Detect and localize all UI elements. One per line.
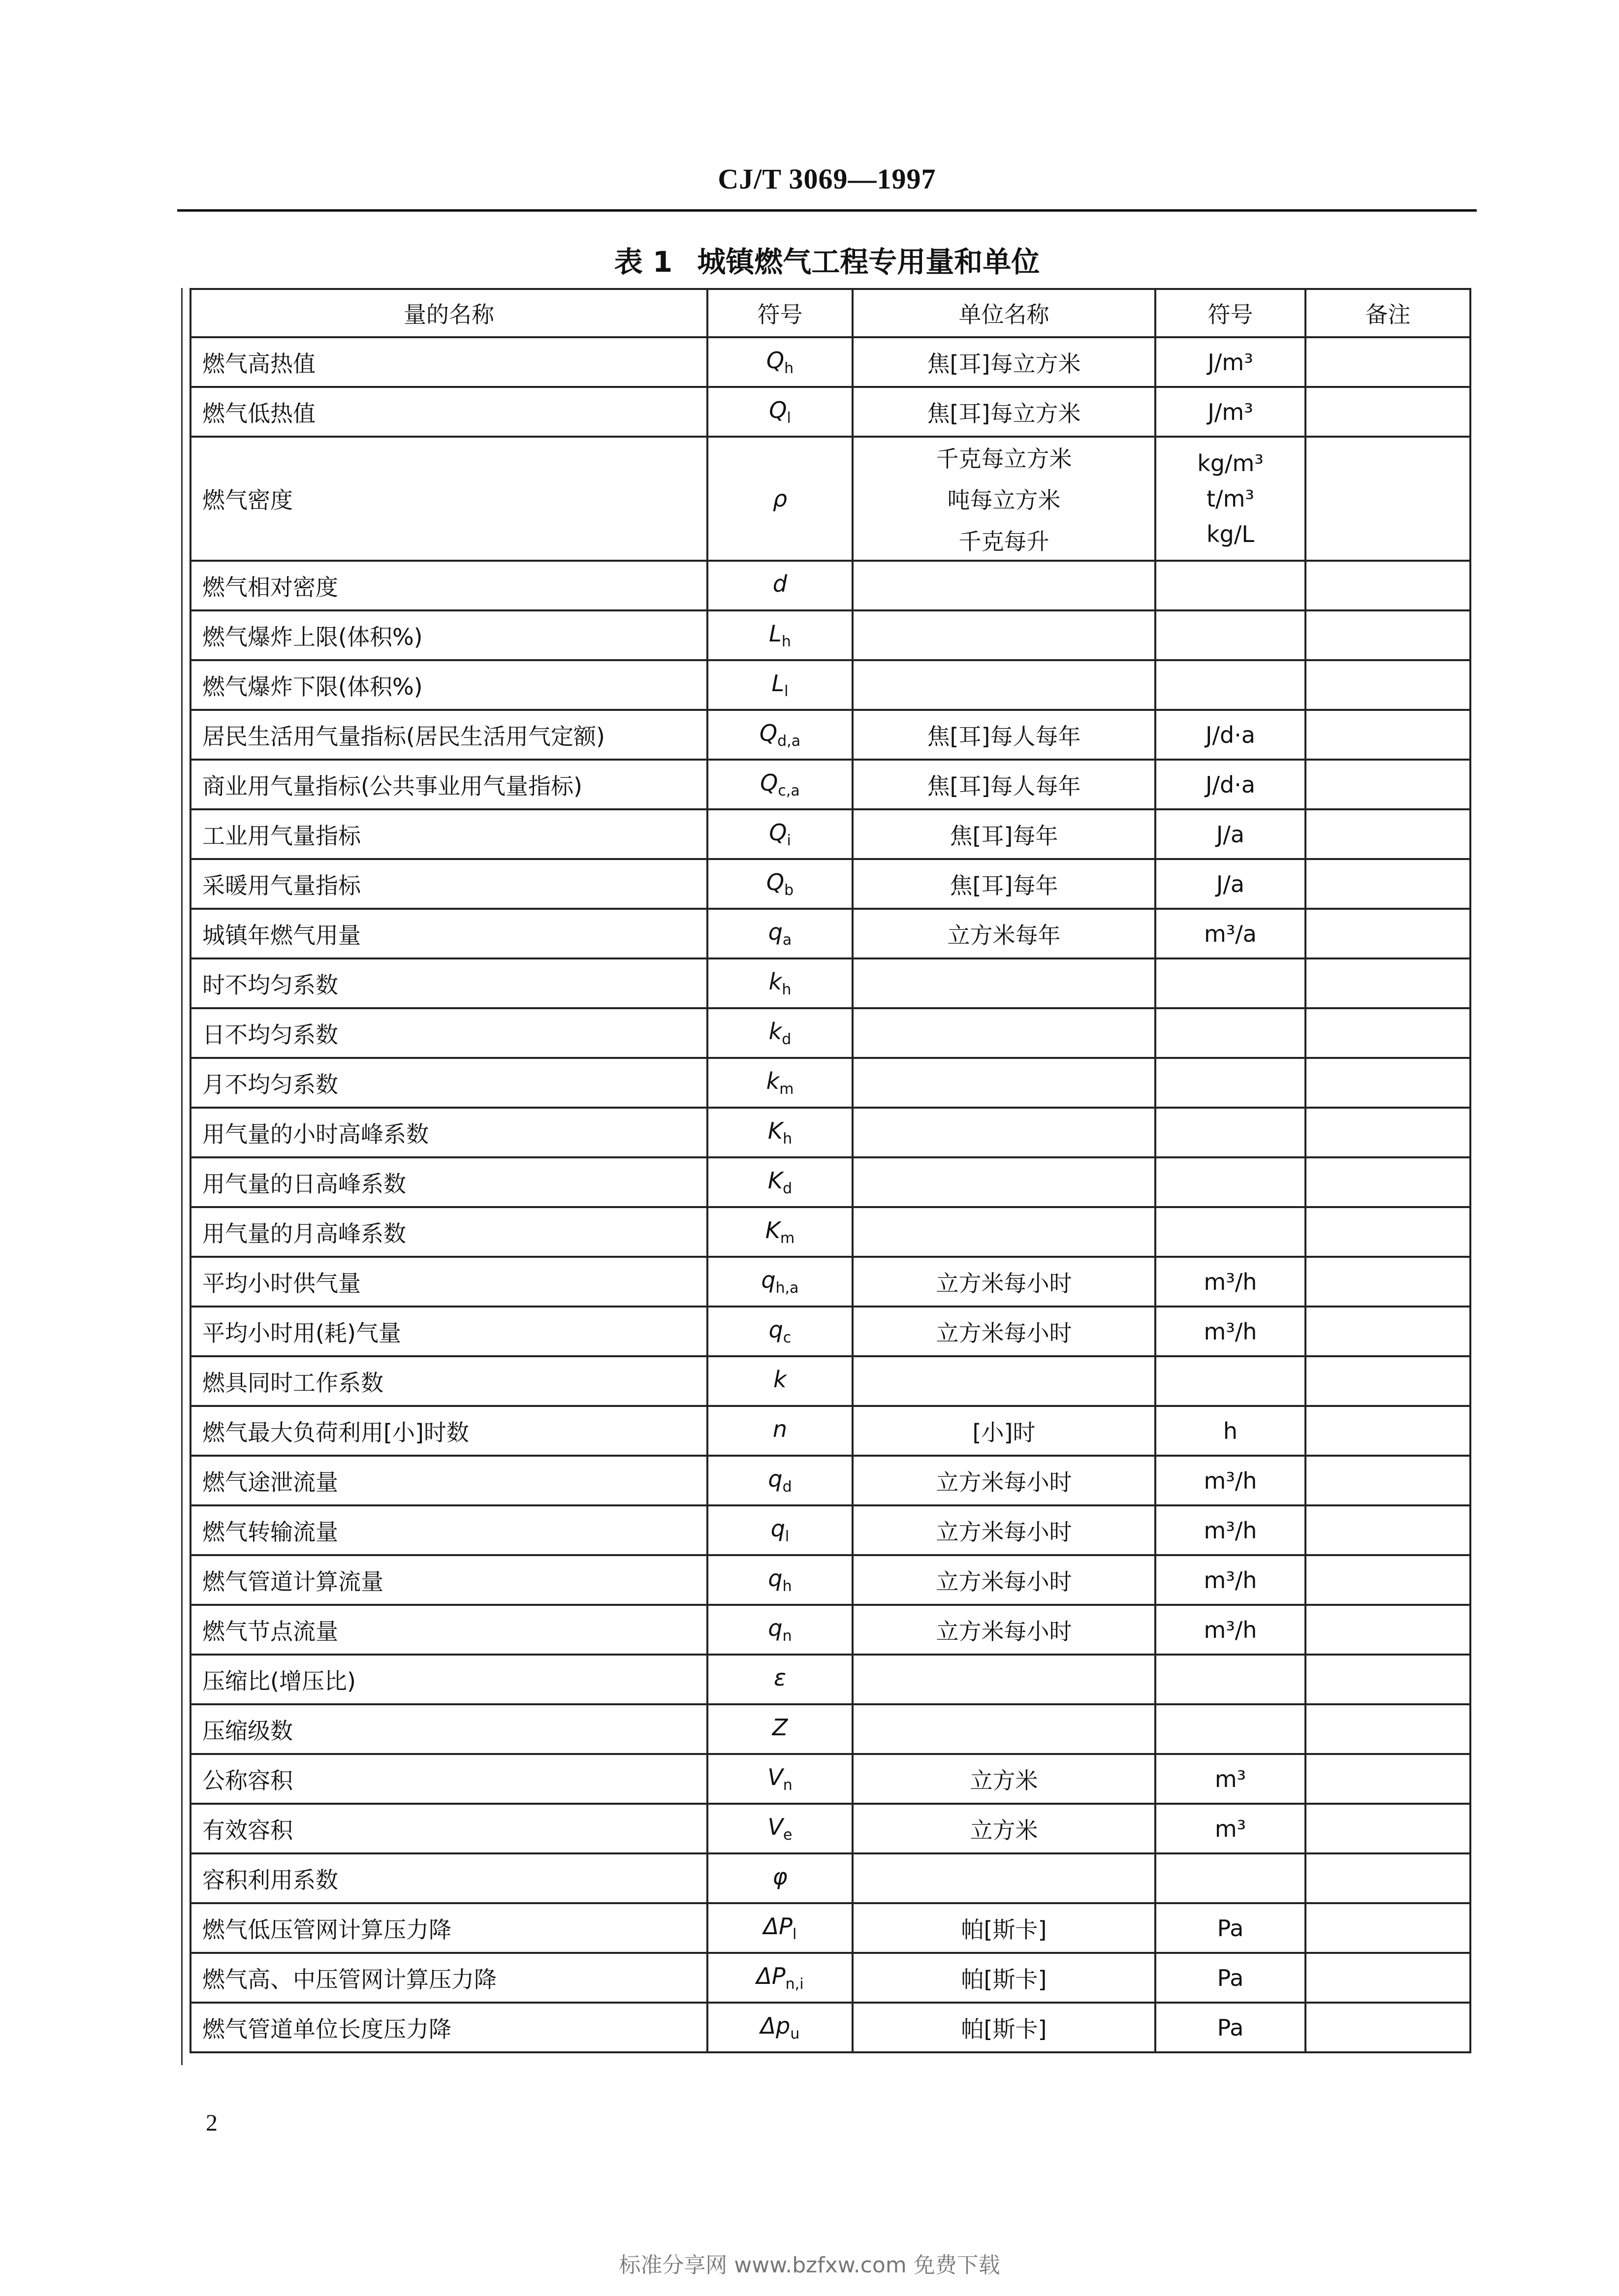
quantity-symbol: $\Delta P_l$ xyxy=(707,1903,853,1953)
left-margin-rule xyxy=(181,288,183,2065)
unit-name: 立方米每小时 xyxy=(853,1307,1155,1356)
table-row xyxy=(190,660,1470,710)
quantity-name: 平均小时供气量 xyxy=(190,1257,707,1307)
col-header-note: 备注 xyxy=(1305,289,1470,337)
quantity-symbol: Z xyxy=(707,1704,853,1754)
quantity-symbol: $q_a$ xyxy=(707,909,853,958)
note xyxy=(1305,1903,1470,1953)
note xyxy=(1305,1307,1470,1356)
unit-symbol xyxy=(1155,1058,1305,1108)
quantity-symbol: $Q_{c,a}$ xyxy=(707,760,853,809)
table-row xyxy=(190,1456,1470,1505)
quantity-name: 燃气节点流量 xyxy=(190,1605,707,1655)
table-row xyxy=(190,760,1470,809)
unit-symbol xyxy=(1155,1207,1305,1257)
quantity-name: 工业用气量指标 xyxy=(190,809,707,859)
note xyxy=(1305,1704,1470,1754)
table-number: 表 1 xyxy=(614,245,673,279)
unit-name: 立方米每小时 xyxy=(853,1555,1155,1605)
quantities-table xyxy=(190,288,1471,2053)
note xyxy=(1305,1207,1470,1257)
note xyxy=(1305,1008,1470,1058)
table-row xyxy=(190,1754,1470,1804)
unit-name xyxy=(853,1853,1155,1903)
note xyxy=(1305,760,1470,809)
quantity-name: 燃气高、中压管网计算压力降 xyxy=(190,1953,707,2003)
table-row xyxy=(190,859,1470,909)
table-row xyxy=(190,1257,1470,1307)
note xyxy=(1305,710,1470,760)
quantity-symbol: $L_h$ xyxy=(707,610,853,660)
table-row xyxy=(190,1406,1470,1456)
unit-name xyxy=(853,1058,1155,1108)
unit-symbol: m³/h xyxy=(1155,1605,1305,1655)
unit-symbol: m³/h xyxy=(1155,1505,1305,1555)
quantity-name: 用气量的小时高峰系数 xyxy=(190,1108,707,1157)
quantity-name: 城镇年燃气用量 xyxy=(190,909,707,958)
unit-name: 立方米 xyxy=(853,1804,1155,1853)
quantity-symbol: d xyxy=(707,561,853,610)
quantity-name: 有效容积 xyxy=(190,1804,707,1853)
table-row xyxy=(190,337,1470,387)
note xyxy=(1305,1655,1470,1704)
quantity-name: 燃具同时工作系数 xyxy=(190,1356,707,1406)
quantity-name: 容积利用系数 xyxy=(190,1853,707,1903)
quantity-name: 燃气转输流量 xyxy=(190,1505,707,1555)
table-row-density xyxy=(190,437,1470,561)
table-caption xyxy=(177,239,1477,280)
quantity-symbol: $Q_l$ xyxy=(707,387,853,437)
quantity-symbol: $K_d$ xyxy=(707,1157,853,1207)
note xyxy=(1305,437,1470,561)
quantity-symbol: $k_h$ xyxy=(707,958,853,1008)
table-row xyxy=(190,1704,1470,1754)
quantity-symbol: $V_n$ xyxy=(707,1754,853,1804)
unit-name xyxy=(853,958,1155,1008)
unit-symbol xyxy=(1155,958,1305,1008)
table-row xyxy=(190,1356,1470,1406)
quantity-name: 燃气相对密度 xyxy=(190,561,707,610)
table-row xyxy=(190,958,1470,1008)
unit-symbol xyxy=(1155,610,1305,660)
table-row xyxy=(190,1008,1470,1058)
unit-name: 帕[斯卡] xyxy=(853,1953,1155,2003)
unit-symbol: J/d·a xyxy=(1155,760,1305,809)
unit-name: 帕[斯卡] xyxy=(853,2003,1155,2052)
unit-symbol: m³ xyxy=(1155,1754,1305,1804)
quantity-symbol: $K_h$ xyxy=(707,1108,853,1157)
unit-name: 立方米每小时 xyxy=(853,1605,1155,1655)
unit-symbol xyxy=(1155,561,1305,610)
quantity-symbol: $k_d$ xyxy=(707,1008,853,1058)
unit-symbol: J/d·a xyxy=(1155,710,1305,760)
table-row xyxy=(190,1505,1470,1555)
unit-name xyxy=(853,660,1155,710)
unit-name xyxy=(853,1157,1155,1207)
table-row xyxy=(190,1853,1470,1903)
quantity-name: 月不均匀系数 xyxy=(190,1058,707,1108)
note xyxy=(1305,909,1470,958)
note xyxy=(1305,337,1470,387)
quantity-symbol: n xyxy=(707,1406,853,1456)
quantity-symbol: ε xyxy=(707,1655,853,1704)
table-row xyxy=(190,1108,1470,1157)
quantity-name: 压缩级数 xyxy=(190,1704,707,1754)
unit-name xyxy=(853,1655,1155,1704)
unit-symbol: t/m³ xyxy=(1206,485,1254,512)
note xyxy=(1305,1804,1470,1853)
quantity-name: 平均小时用(耗)气量 xyxy=(190,1307,707,1356)
unit-name: 焦[耳]每年 xyxy=(853,859,1155,909)
unit-symbol: m³/h xyxy=(1155,1257,1305,1307)
footer-watermark: 标准分享网 www.bzfxw.com 免费下载 xyxy=(619,2253,1000,2278)
quantity-symbol: $\Delta p_u$ xyxy=(707,2003,853,2052)
table-row xyxy=(190,1903,1470,1953)
quantity-symbol: $q_l$ xyxy=(707,1505,853,1555)
unit-symbol xyxy=(1155,1704,1305,1754)
unit-symbol: J/a xyxy=(1155,859,1305,909)
unit-name xyxy=(853,1008,1155,1058)
note xyxy=(1305,958,1470,1008)
unit-name xyxy=(853,1356,1155,1406)
quantity-name: 居民生活用气量指标(居民生活用气定额) xyxy=(190,710,707,760)
note xyxy=(1305,1555,1470,1605)
quantity-symbol: $Q_i$ xyxy=(707,809,853,859)
unit-name-stack xyxy=(853,437,1155,561)
unit-name: 焦[耳]每立方米 xyxy=(853,387,1155,437)
quantity-name: 燃气爆炸下限(体积%) xyxy=(190,660,707,710)
quantity-name: 压缩比(增压比) xyxy=(190,1655,707,1704)
unit-symbol: m³ xyxy=(1155,1804,1305,1853)
unit-symbol: kg/L xyxy=(1206,521,1254,547)
quantity-name: 燃气爆炸上限(体积%) xyxy=(190,610,707,660)
note xyxy=(1305,809,1470,859)
table-row xyxy=(190,2003,1470,2052)
note xyxy=(1305,1853,1470,1903)
unit-name xyxy=(853,561,1155,610)
table-row xyxy=(190,1655,1470,1704)
note xyxy=(1305,1058,1470,1108)
unit-symbol xyxy=(1155,1356,1305,1406)
quantity-name: 采暖用气量指标 xyxy=(190,859,707,909)
note xyxy=(1305,1108,1470,1157)
unit-name: 焦[耳]每人每年 xyxy=(853,710,1155,760)
unit-name: 千克每立方米 xyxy=(936,446,1072,472)
unit-symbol: Pa xyxy=(1155,2003,1305,2052)
note xyxy=(1305,1356,1470,1406)
note xyxy=(1305,1157,1470,1207)
quantity-name: 燃气密度 xyxy=(190,437,707,561)
table-row xyxy=(190,1953,1470,2003)
note xyxy=(1305,1605,1470,1655)
col-header-name: 量的名称 xyxy=(190,289,707,337)
quantity-symbol: $V_e$ xyxy=(707,1804,853,1853)
note xyxy=(1305,1456,1470,1505)
unit-name: 千克每升 xyxy=(958,528,1049,555)
quantity-symbol: $q_n$ xyxy=(707,1605,853,1655)
unit-symbol: m³/h xyxy=(1155,1456,1305,1505)
unit-symbol xyxy=(1155,1853,1305,1903)
quantity-name: 商业用气量指标(公共事业用气量指标) xyxy=(190,760,707,809)
table-row xyxy=(190,387,1470,437)
quantity-name: 燃气低压管网计算压力降 xyxy=(190,1903,707,1953)
quantity-symbol: $Q_b$ xyxy=(707,859,853,909)
unit-name: [小]时 xyxy=(853,1406,1155,1456)
col-header-symbol: 符号 xyxy=(707,289,853,337)
table-header-row xyxy=(190,289,1470,337)
quantity-symbol: φ xyxy=(707,1853,853,1903)
quantity-symbol: $Q_h$ xyxy=(707,337,853,387)
note xyxy=(1305,660,1470,710)
note xyxy=(1305,610,1470,660)
quantity-symbol: $q_{h,a}$ xyxy=(707,1257,853,1307)
unit-name: 立方米每小时 xyxy=(853,1257,1155,1307)
table-row xyxy=(190,1058,1470,1108)
unit-symbol xyxy=(1155,1157,1305,1207)
unit-symbol xyxy=(1155,1655,1305,1704)
quantity-name: 公称容积 xyxy=(190,1754,707,1804)
note xyxy=(1305,2003,1470,2052)
unit-symbol: m³/h xyxy=(1155,1307,1305,1356)
table-title: 城镇燃气工程专用量和单位 xyxy=(697,245,1040,279)
table-row xyxy=(190,1555,1470,1605)
unit-name: 立方米每年 xyxy=(853,909,1155,958)
table-row xyxy=(190,1605,1470,1655)
unit-symbol xyxy=(1155,1108,1305,1157)
page-number: 2 xyxy=(206,2110,218,2136)
note xyxy=(1305,1505,1470,1555)
quantity-symbol: $q_h$ xyxy=(707,1555,853,1605)
quantity-symbol: k xyxy=(707,1356,853,1406)
table-row xyxy=(190,710,1470,760)
quantity-name: 燃气途泄流量 xyxy=(190,1456,707,1505)
unit-name: 焦[耳]每人每年 xyxy=(853,760,1155,809)
col-header-unit-name: 单位名称 xyxy=(853,289,1155,337)
note xyxy=(1305,1257,1470,1307)
unit-symbol xyxy=(1155,1008,1305,1058)
unit-name xyxy=(853,1207,1155,1257)
unit-name: 焦[耳]每立方米 xyxy=(853,337,1155,387)
unit-name: 立方米每小时 xyxy=(853,1456,1155,1505)
quantity-symbol: $Q_{d,a}$ xyxy=(707,710,853,760)
quantity-name: 用气量的日高峰系数 xyxy=(190,1157,707,1207)
unit-symbol: m³/a xyxy=(1155,909,1305,958)
quantity-symbol: ρ xyxy=(707,437,853,561)
table-row xyxy=(190,1157,1470,1207)
note xyxy=(1305,1953,1470,2003)
quantity-name: 用气量的月高峰系数 xyxy=(190,1207,707,1257)
unit-name: 吨每立方米 xyxy=(947,487,1061,513)
unit-name: 立方米每小时 xyxy=(853,1505,1155,1555)
unit-name: 立方米 xyxy=(853,1754,1155,1804)
quantity-symbol: $K_m$ xyxy=(707,1207,853,1257)
quantity-name: 燃气低热值 xyxy=(190,387,707,437)
unit-symbol xyxy=(1155,660,1305,710)
unit-name xyxy=(853,1704,1155,1754)
table-row xyxy=(190,610,1470,660)
unit-name: 帕[斯卡] xyxy=(853,1903,1155,1953)
unit-name xyxy=(853,1108,1155,1157)
quantity-name: 日不均匀系数 xyxy=(190,1008,707,1058)
unit-symbol-stack xyxy=(1155,437,1305,561)
quantity-name: 时不均匀系数 xyxy=(190,958,707,1008)
quantity-symbol: $q_c$ xyxy=(707,1307,853,1356)
note xyxy=(1305,561,1470,610)
unit-symbol: J/m³ xyxy=(1155,337,1305,387)
table-row xyxy=(190,1307,1470,1356)
unit-symbol: J/a xyxy=(1155,809,1305,859)
note xyxy=(1305,859,1470,909)
standard-code-header: CJ/T 3069—1997 xyxy=(718,163,936,195)
note xyxy=(1305,387,1470,437)
unit-symbol: kg/m³ xyxy=(1197,450,1264,477)
quantity-name: 燃气管道单位长度压力降 xyxy=(190,2003,707,2052)
unit-symbol: h xyxy=(1155,1406,1305,1456)
table-row xyxy=(190,1804,1470,1853)
table-row xyxy=(190,1207,1470,1257)
quantity-symbol: $q_d$ xyxy=(707,1456,853,1505)
unit-symbol: J/m³ xyxy=(1155,387,1305,437)
note xyxy=(1305,1754,1470,1804)
quantity-symbol: $L_l$ xyxy=(707,660,853,710)
table-row xyxy=(190,909,1470,958)
unit-name xyxy=(853,610,1155,660)
unit-symbol: m³/h xyxy=(1155,1555,1305,1605)
quantity-name: 燃气管道计算流量 xyxy=(190,1555,707,1605)
quantity-symbol: $k_m$ xyxy=(707,1058,853,1108)
table-row xyxy=(190,561,1470,610)
note xyxy=(1305,1406,1470,1456)
table-row xyxy=(190,809,1470,859)
quantity-name: 燃气高热值 xyxy=(190,337,707,387)
col-header-unit-symbol: 符号 xyxy=(1155,289,1305,337)
unit-name: 焦[耳]每年 xyxy=(853,809,1155,859)
unit-symbol: Pa xyxy=(1155,1903,1305,1953)
quantity-name: 燃气最大负荷利用[小]时数 xyxy=(190,1406,707,1456)
unit-symbol: Pa xyxy=(1155,1953,1305,2003)
quantity-symbol: $\Delta P_{n,i}$ xyxy=(707,1953,853,2003)
header-rule xyxy=(177,209,1477,212)
